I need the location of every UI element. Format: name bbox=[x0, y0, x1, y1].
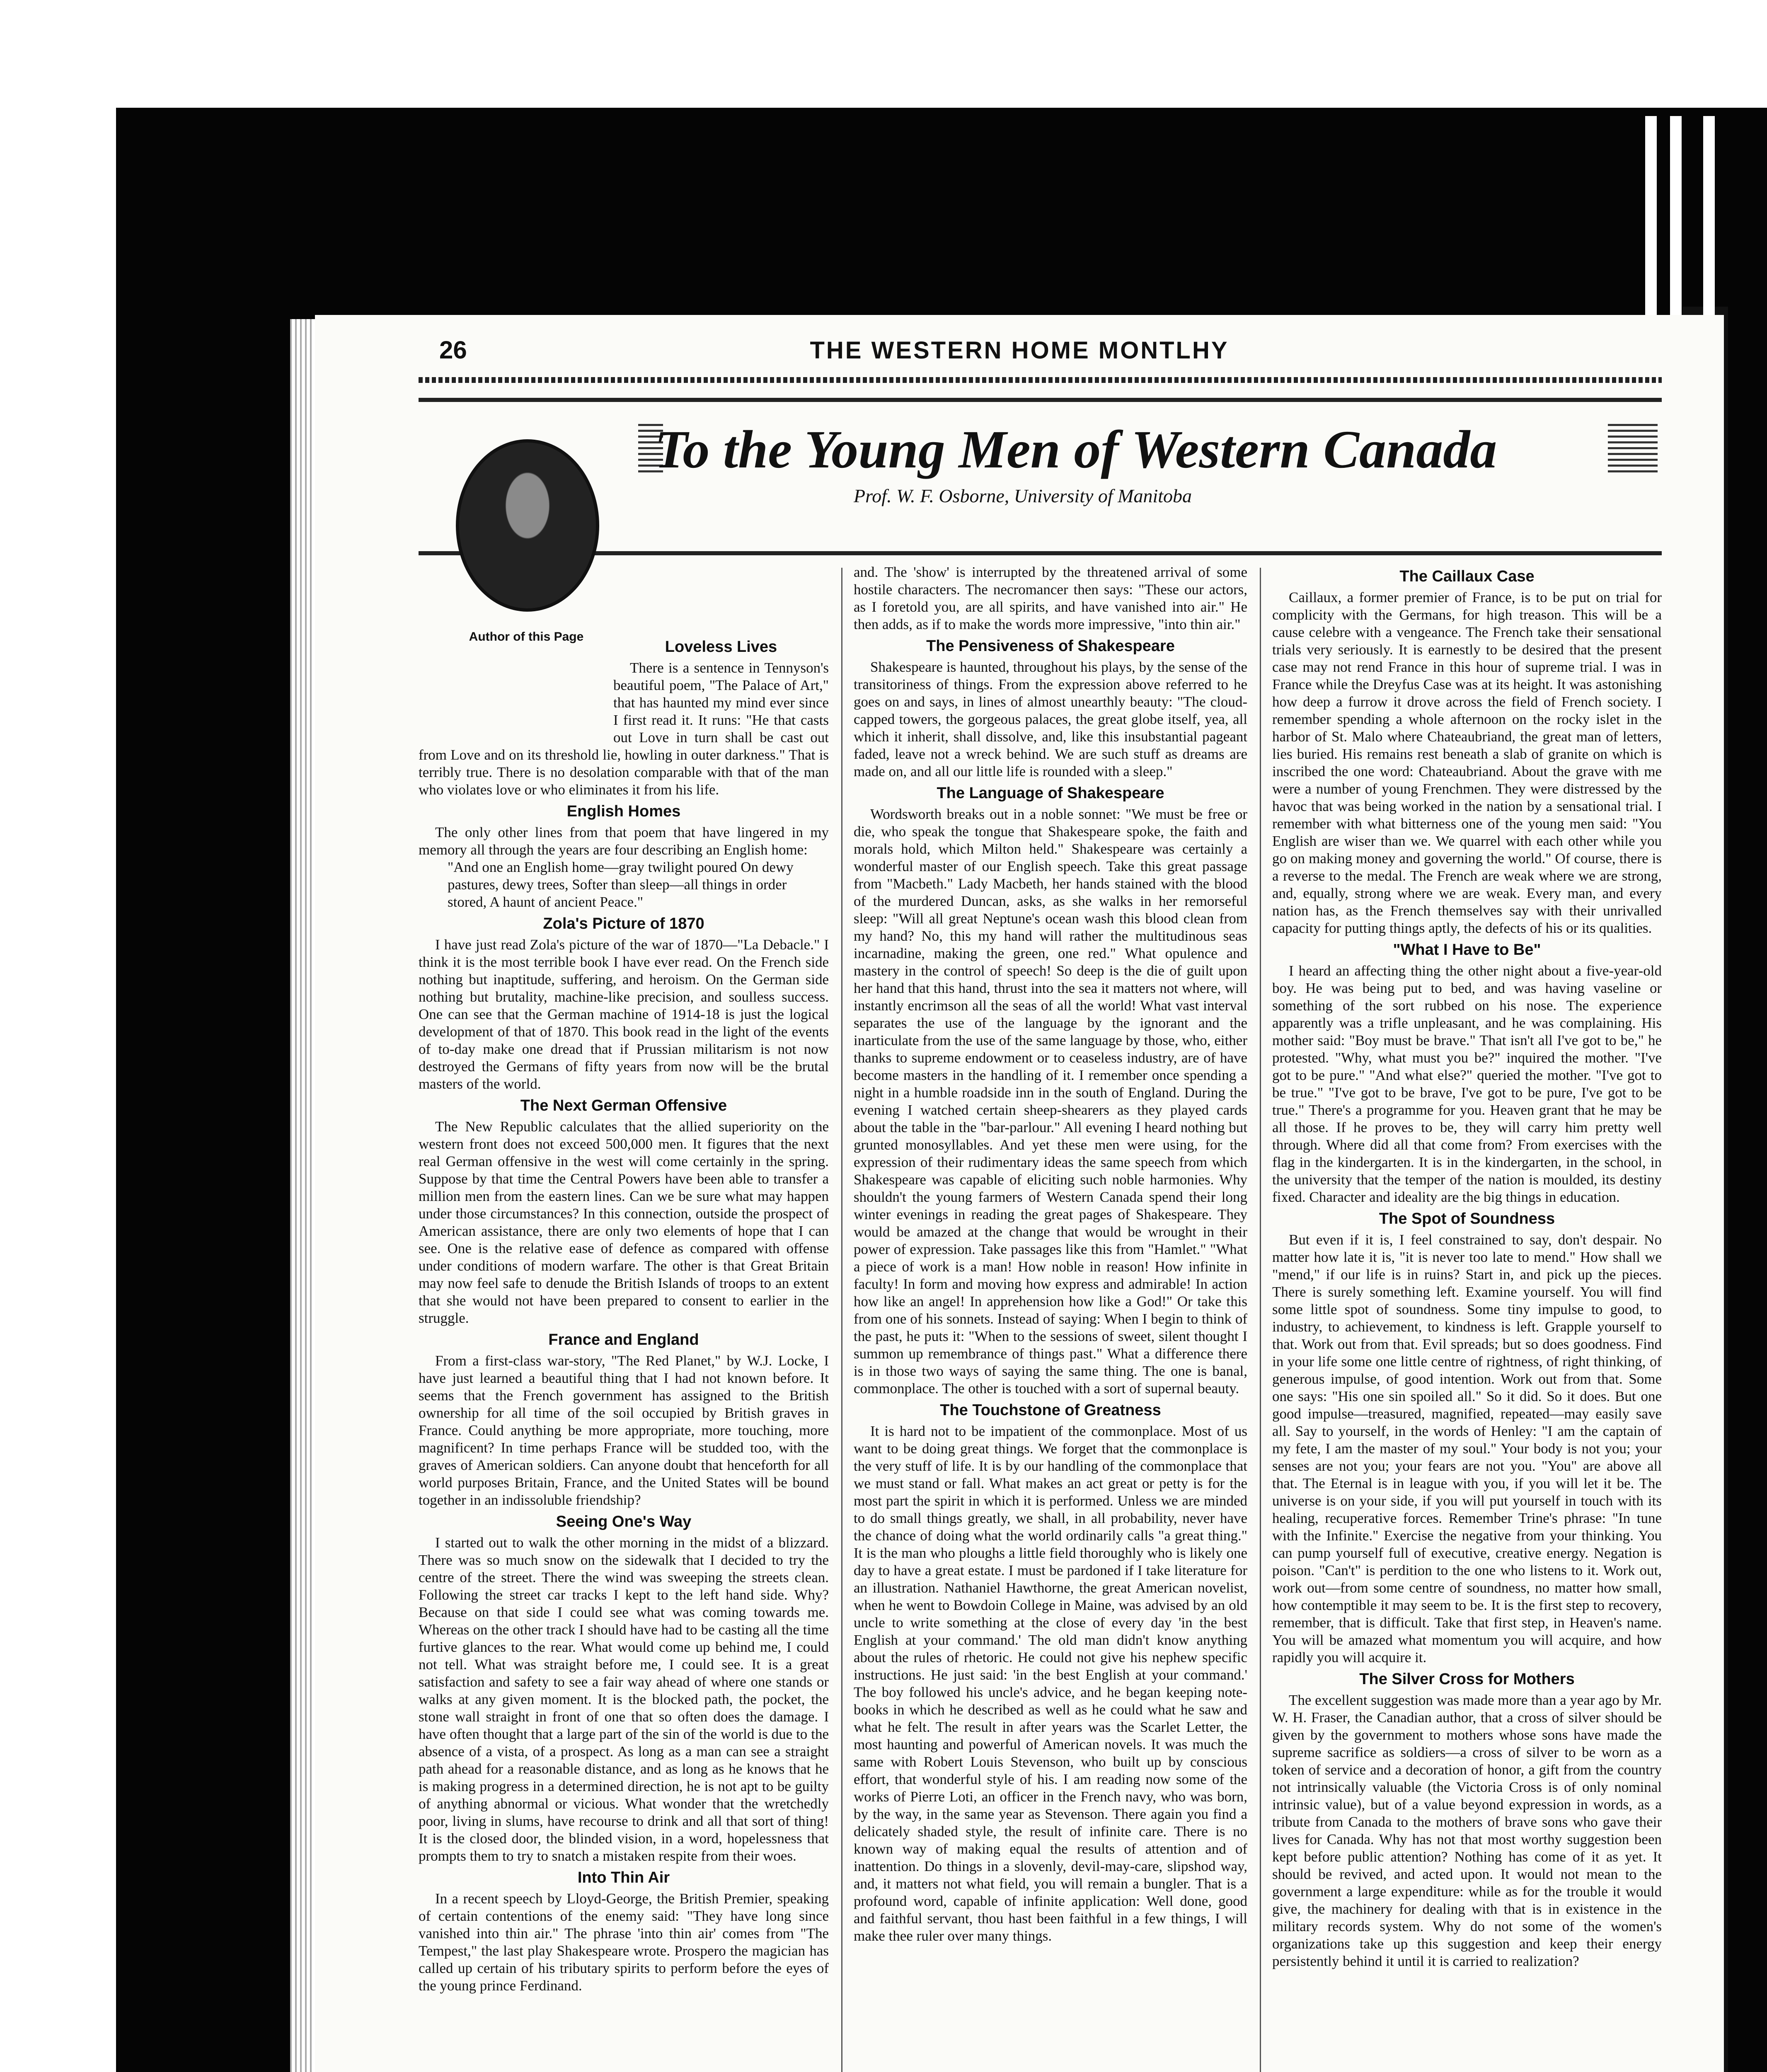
article-paragraph: and. The 'show' is interrupted by the threatened arrival of some hostile characters. The necromancer then says: "These our actors, as I foretold you, are all spirits, and have vanished into air." He then adds, as if to make the words more impressive, "into thin air." bbox=[854, 564, 1247, 632]
article-paragraph: From a first-class war-story, "The Red Planet," by W.J. Locke, I have just learned a beautiful thing that I had not known before. It seems that the French government has assigned to the British ownership for all time of the soil occupied by British graves in France. Could anything be more appropriate, more touching, more magnificent? In time perhaps France will be studded too, with the graves of American soldiers. Can anyone doubt that henceforth for all world purposes Britain, France, and the United States will be bound together in an indissoluble friendship? bbox=[419, 1353, 829, 1508]
film-mark bbox=[1645, 116, 1657, 332]
article-title: To the Young Men of Western Canada bbox=[655, 420, 1497, 479]
masthead: THE WESTERN HOME MONTLHY bbox=[810, 337, 1229, 364]
article-paragraph: I have just read Zola's picture of the war of 1870—"La Debacle." I think it is the most terrible book I have ever read. On the French side nothing but inaptitude, suffering, and heroism. On the German side nothing but brutality, machine-like precision, and soulless success. One can see that the German machine of 1914-18 is just the logical development of that of 1870. This book read in the light of the events of to-day make one dread that if Prussian militarism is not now destroyed the Germans of fifty years from now will be the brutal masters of the world. bbox=[419, 937, 829, 1092]
decorative-rule bbox=[419, 377, 1662, 383]
article-paragraph: But even if it is, I feel constrained to say, don't despair. No matter how late it is, "it is never too late to mend." How shall we "mend," if our life is in ruins? Start in, and pick up the pieces. There is surely something left. Examine yourself. You will find some little spot of soundness. Some tiny impulse to good, to industry, to achievement, to kindness is left. Grapple yourself to that. Work out from that. Evil spreads; but so does goodness. Find in your life some one little centre of rightness, of right thinking, of generous impulse, of good intention. Work out from that. Some one says: "His one sin spoiled all." So it did. So it does. But one good impulse—treasured, magnified, repeated—may easily save all. Say to yourself, in the words of Henley: "I am the captain of my fete, I am the master of my soul." Your body is not you; your senses are not you; your fears are not you. "You" are above all that. The Eternal is in league with you, if you will let it be. The universe is on your side, if you will put yourself in touch with its healing, recuperative forces. Remember Trine's phrase: "In tune with the Infinite." Exercise the negative from your thinking. You can pump yourself full of executive, creative energy. Negation is poison. "Can't" is perdition to the one who listens to it. Work out, work out—from some centre of soundness, no matter how small, how contemptible it may seem to be. It is the first step to recovery, remember, that is difficult. Take that first step, in Heaven's name. You will be amazed what momentum you will acquire, and how rapidly you will acquire it. bbox=[1272, 1232, 1662, 1665]
article-paragraph: Shakespeare is haunted, throughout his plays, by the sense of the transitoriness of things. From the expression above referred to he goes on and says, in lines of almost unearthly beauty: "The cloud-capped towers, the gorgeous palaces, the great globe itself, yea, all which it inherit, shall dissolve, and, like this insubstantial pageant faded, leave not a wreck behind. We are such stuff as dreams are made on, and all our little life is rounded with a sleep." bbox=[854, 659, 1247, 779]
decorative-stripes bbox=[1608, 423, 1658, 472]
page-number: 26 bbox=[439, 336, 467, 364]
column-2 bbox=[854, 564, 1247, 2072]
section-heading: The Caillaux Case bbox=[1399, 568, 1535, 585]
photo-caption: Author of this Page bbox=[469, 630, 584, 644]
scan-border-top bbox=[116, 108, 1767, 319]
section-heading: The Spot of Soundness bbox=[1379, 1210, 1555, 1227]
section-heading: The Next German Offensive bbox=[520, 1097, 727, 1114]
article-paragraph: It is hard not to be impatient of the commonplace. Most of us want to be doing great things. We forget that the commonplace is the very stuff of life. It is by our handling of the commonplace that we must stand or fall. What makes an act great or petty is for the most part the spirit in which it is performed. Unless we are minded to do small things greatly, we shall, in all probability, never have the chance of doing what the world ordinarily calls "a great thing." It is the man who ploughs a little field thoroughly who is likely one day to have a great estate. I must be pardoned if I take literature for an illustration. Nathaniel Hawthorne, the great American novelist, when he went to Bowdoin College in Maine, was advised by an old uncle to write something at the close of every day 'in the best English at your command.' The old man didn't know anything about the rules of rhetoric. He could not give his nephew specific instructions. He just said: 'in the best English at your command.' The boy followed his uncle's advice, and he began keeping note-books in which he described as well as he could what he saw and what he felt. The result in after years was the Scarlet Letter, the most haunting and powerful of American novels. It was much the same with Robert Louis Stevenson, who built up by conscious effort, that wonderful style of his. I am reading now some of the works of Pierre Loti, an officer in the French navy, who was born, by the way, in the same year as Stevenson. There again you find a delicately shaded style, the result of infinite care. There is no known way of making equal the results of attention and of inattention. Do things in a slovenly, devil-may-care, slipshod way, and, it matters not what field, you will remain a bungler. That is a profound word, capable of infinite application: Well done, good and faithful servant, thou hast been faithful in a few things, I will make thee ruler over many things. bbox=[854, 1423, 1247, 1944]
article-paragraph: I started out to walk the other morning in the midst of a blizzard. There was so much snow on the sidewalk that I decided to try the centre of the street. There the wind was sweeping the streets clean. Following the street car tracks I kept to the left hand side. Why? Because on that side I could see what was coming towards me. Whereas on the other track I should have had to be casting all the time furtive glances to the rear. What would come up behind me, I could not tell. What was straight before me, I could see. It is a great satisfaction and safety to see a fair way ahead of where one stands or walks at any given moment. It is the blocked path, the pocket, the stone wall straight in front of one that so often does the damage. I have often thought that a large part of the sin of the world is due to the absence of a vista, of a prospect. As long as a man can see a straight path ahead for a reasonable distance, and as long as he knows that he is making progress in a determined direction, he is not apt to be guilty of anything abnormal or vicious. What wonder that the wretchedly poor, living in slums, have recourse to drink and all that sort of thing! It is the closed door, the blinded vision, in a word, hopelessness that prompts them to try to snatch a mistaken respite from their woes. bbox=[419, 1535, 829, 1864]
article-paragraph: "And one an English home—gray twilight poured On dewy pastures, dewy trees, Softer than sleep—all things in order stored, A haunt of ancient Peace." bbox=[448, 859, 794, 910]
article-paragraph: The New Republic calculates that the allied superiority on the western front does not exceed 500,000 men. It figures that the next real German offensive in the west will come certainly in the spring. Suppose by that time the Central Powers have been able to transfer a million men from the eastern lines. Can we be sure what may happen under those circumstances? In this connection, outside the prospect of American assistance, there are only two elements of hope that I can see. One is the relative ease of defence as compared with offense under conditions of modern warfare. The other is that Great Britain may now feel safe to denude the British Islands of troops to an extent that she would not have been prepared to consent to earlier in the struggle. bbox=[419, 1118, 829, 1326]
section-heading: The Pensiveness of Shakespeare bbox=[926, 637, 1175, 655]
film-mark bbox=[1703, 116, 1715, 332]
portrait-float bbox=[419, 638, 613, 742]
section-heading: Into Thin Air bbox=[577, 1869, 670, 1886]
article-paragraph: I heard an affecting thing the other night about a five-year-old boy. He was being put to bed, and was having vaseline or something of the sort rubbed on his nose. The experience apparently was a trifle unpleasant, and he was complaining. His mother said: "Boy must be brave." That isn't all I've got to be," he protested. "Why, what must you be?" inquired the mother. "I've got to be pure." "And what else?" queried the mother. "I've got to be true." "I've got to be brave, I've got to be pure, I've got to be true." There's a programme for you. Heaven grant that he may be all those. If he proves to be, they will carry him pretty well through. Where did all that come from? From exercises with the flag in the kindergarten. It is in the kindergarten, in the school, in the university that the temper of the nation is moulded, its destiny fixed. Character and ideality are the big things in education. bbox=[1272, 963, 1662, 1205]
article-paragraph: The only other lines from that poem that have lingered in my memory all through the years are four describing an English home: bbox=[419, 824, 829, 858]
section-heading: France and England bbox=[548, 1331, 699, 1348]
section-heading: Loveless Lives bbox=[665, 638, 777, 656]
article-paragraph: The excellent suggestion was made more than a year ago by Mr. W. H. Fraser, the Canadian author, that a cross of silver should be given by the government to mothers whose sons have made the supreme sacrifice as soldiers—a cross of silver to be worn as a token of service and a decoration of honor, a gift from the country not intrinsically valuable (the Victoria Cross is of only nominal intrinsic value), but of a value beyond expression in words, as a tribute from Canada to the mothers of brave sons who gave their lives for Canada. Why has not that most worthy suggestion been kept before public attention? Nothing has come of it as yet. It should be revived, and acted upon. It would not mean to the government a large expenditure: while as for the trouble it would give, the machinery for dealing with that is in existence in the military records system. Why do not some of the women's organizations take up this suggestion and keep their energy persistently behind it until it is carried to realization? bbox=[1272, 1692, 1662, 1969]
section-heading: The Language of Shakespeare bbox=[937, 784, 1164, 802]
section-heading: English Homes bbox=[566, 803, 681, 820]
column-rule bbox=[841, 568, 842, 2072]
scan-border-left bbox=[116, 108, 298, 2072]
article-paragraph: There is a sentence in Tennyson's beautiful poem, "The Palace of Art," that has haunted my mind ever since I first read it. It runs: "He that casts out Love in turn shall be cast out from Love and on its threshold lie, howling in outer darkness." That is terribly true. There is no desolation comparable with that of the man who violates love or who eliminates it from his life. bbox=[419, 660, 829, 798]
column-3 bbox=[1272, 564, 1662, 2072]
column-rule bbox=[1260, 568, 1261, 2072]
section-heading: The Silver Cross for Mothers bbox=[1359, 1670, 1575, 1688]
column-1 bbox=[419, 638, 829, 2072]
section-heading: The Touchstone of Greatness bbox=[940, 1402, 1161, 1419]
section-heading: Seeing One's Way bbox=[556, 1513, 692, 1530]
section-heading: Zola's Picture of 1870 bbox=[543, 915, 704, 932]
article-byline: Prof. W. F. Osborne, University of Manitoba bbox=[854, 485, 1192, 506]
author-portrait bbox=[456, 439, 599, 612]
magazine-page bbox=[315, 315, 1724, 2072]
article-paragraph: In a recent speech by Lloyd-George, the British Premier, speaking of certain contentions of the enemy said: "They have long since vanished into thin air." The phrase 'into thin air' comes from "The Tempest," the last play Shakespeare wrote. Prospero the magician has called up certain of his tributary spirits to perform before the eyes of the young prince Ferdinand. bbox=[419, 1890, 829, 1994]
article-paragraph: Caillaux, a former premier of France, is to be put on trial for complicity with the Germans, for high treason. This will be a cause celebre with a vengeance. The French take their sensational trials very seriously. It is earnestly to be desired that the present case may not rend France in this hour of supreme trial. I was in France while the Dreyfus Case was at its height. It was astonishing how deep a furrow it drove across the field of French society. I remember spending a whole afternoon on the rocky islet in the harbor of St. Malo where Chateaubriand, the great man of letters, lies buried. His remains rest beneath a slab of granite on which is inscribed the one word: Chateaubriand. About the grave with me were a number of young Frenchmen. They were distressed by the havoc that was being worked in the nation by a sensational trial. I remember with what bitterness one of the young men said: "You English are wiser than we. We quarrel with each other while you go on making money and governing the world." Of course, there is a reverse to the medal. The French are weak where we are strong, and, equally, strong where we are weak. Every man, and every nation has, as the French themselves say with their unrivalled capacity for putting things aptly, the defects of his or its qualities. bbox=[1272, 589, 1662, 936]
film-mark bbox=[1670, 116, 1682, 332]
section-heading: "What I Have to Be" bbox=[1393, 941, 1541, 959]
article-paragraph: Wordsworth breaks out in a noble sonnet: "We must be free or die, who speak the tongue that Shakespeare spoke, the faith and morals hold, which Milton held." Shakespeare was certainly a wonderful master of our English speech. Take this great passage from "Macbeth." Lady Macbeth, her hands stained with the blood of the murdered Duncan, asks, as she walks in her remorseful sleep: "Will all great Neptune's ocean wash this blood clean from my hand? No, this my hand will rather the multitudinous seas incarnadine, making the green, one red." What opulence and mastery in the control of speech! So deep is the die of guilt upon her hand that this hand, thrust into the sea it matters not where, will instantly encrimson all the seas of all the world! What vast interval separates the use of the language by the ignorant and the inarticulate from the use of the same language by those, who, either thanks to supreme endowment or to ceaseless industry, are of have become masters in the handling of it. I remember once spending a night in a humble roadside inn in the south of England. During the evening I watched certain sheep-shearers as they played cards about the table in the "bar-parlour." All evening I heard nothing but grunted monosyllables. And yet these men were using, for the expression of their rudimentary ideas the same speech from which Shakespeare was capable of eliciting such noble harmonies. Why shouldn't the young farmers of Western Canada spend their long winter evenings in reading the great pages of Shakespeare. They would be amazed at the change that would be wrought in their power of expression. Take passages like this from "Hamlet." "What a piece of work is a man! How noble in reason! How infinite in faculty! In form and moving how express and admirable! In action how like an angel! In apprehension how like a God!" Or take this from one of his sonnets. Instead of saying: When I begin to think of the past, he puts it: "When to the sessions of sweet, silent thought I summon up remembrance of things past." What a difference there is in those two ways of saying the same thing. The one is banal, commonplace. The other is touched with a sort of supernal beauty. bbox=[854, 806, 1247, 1397]
